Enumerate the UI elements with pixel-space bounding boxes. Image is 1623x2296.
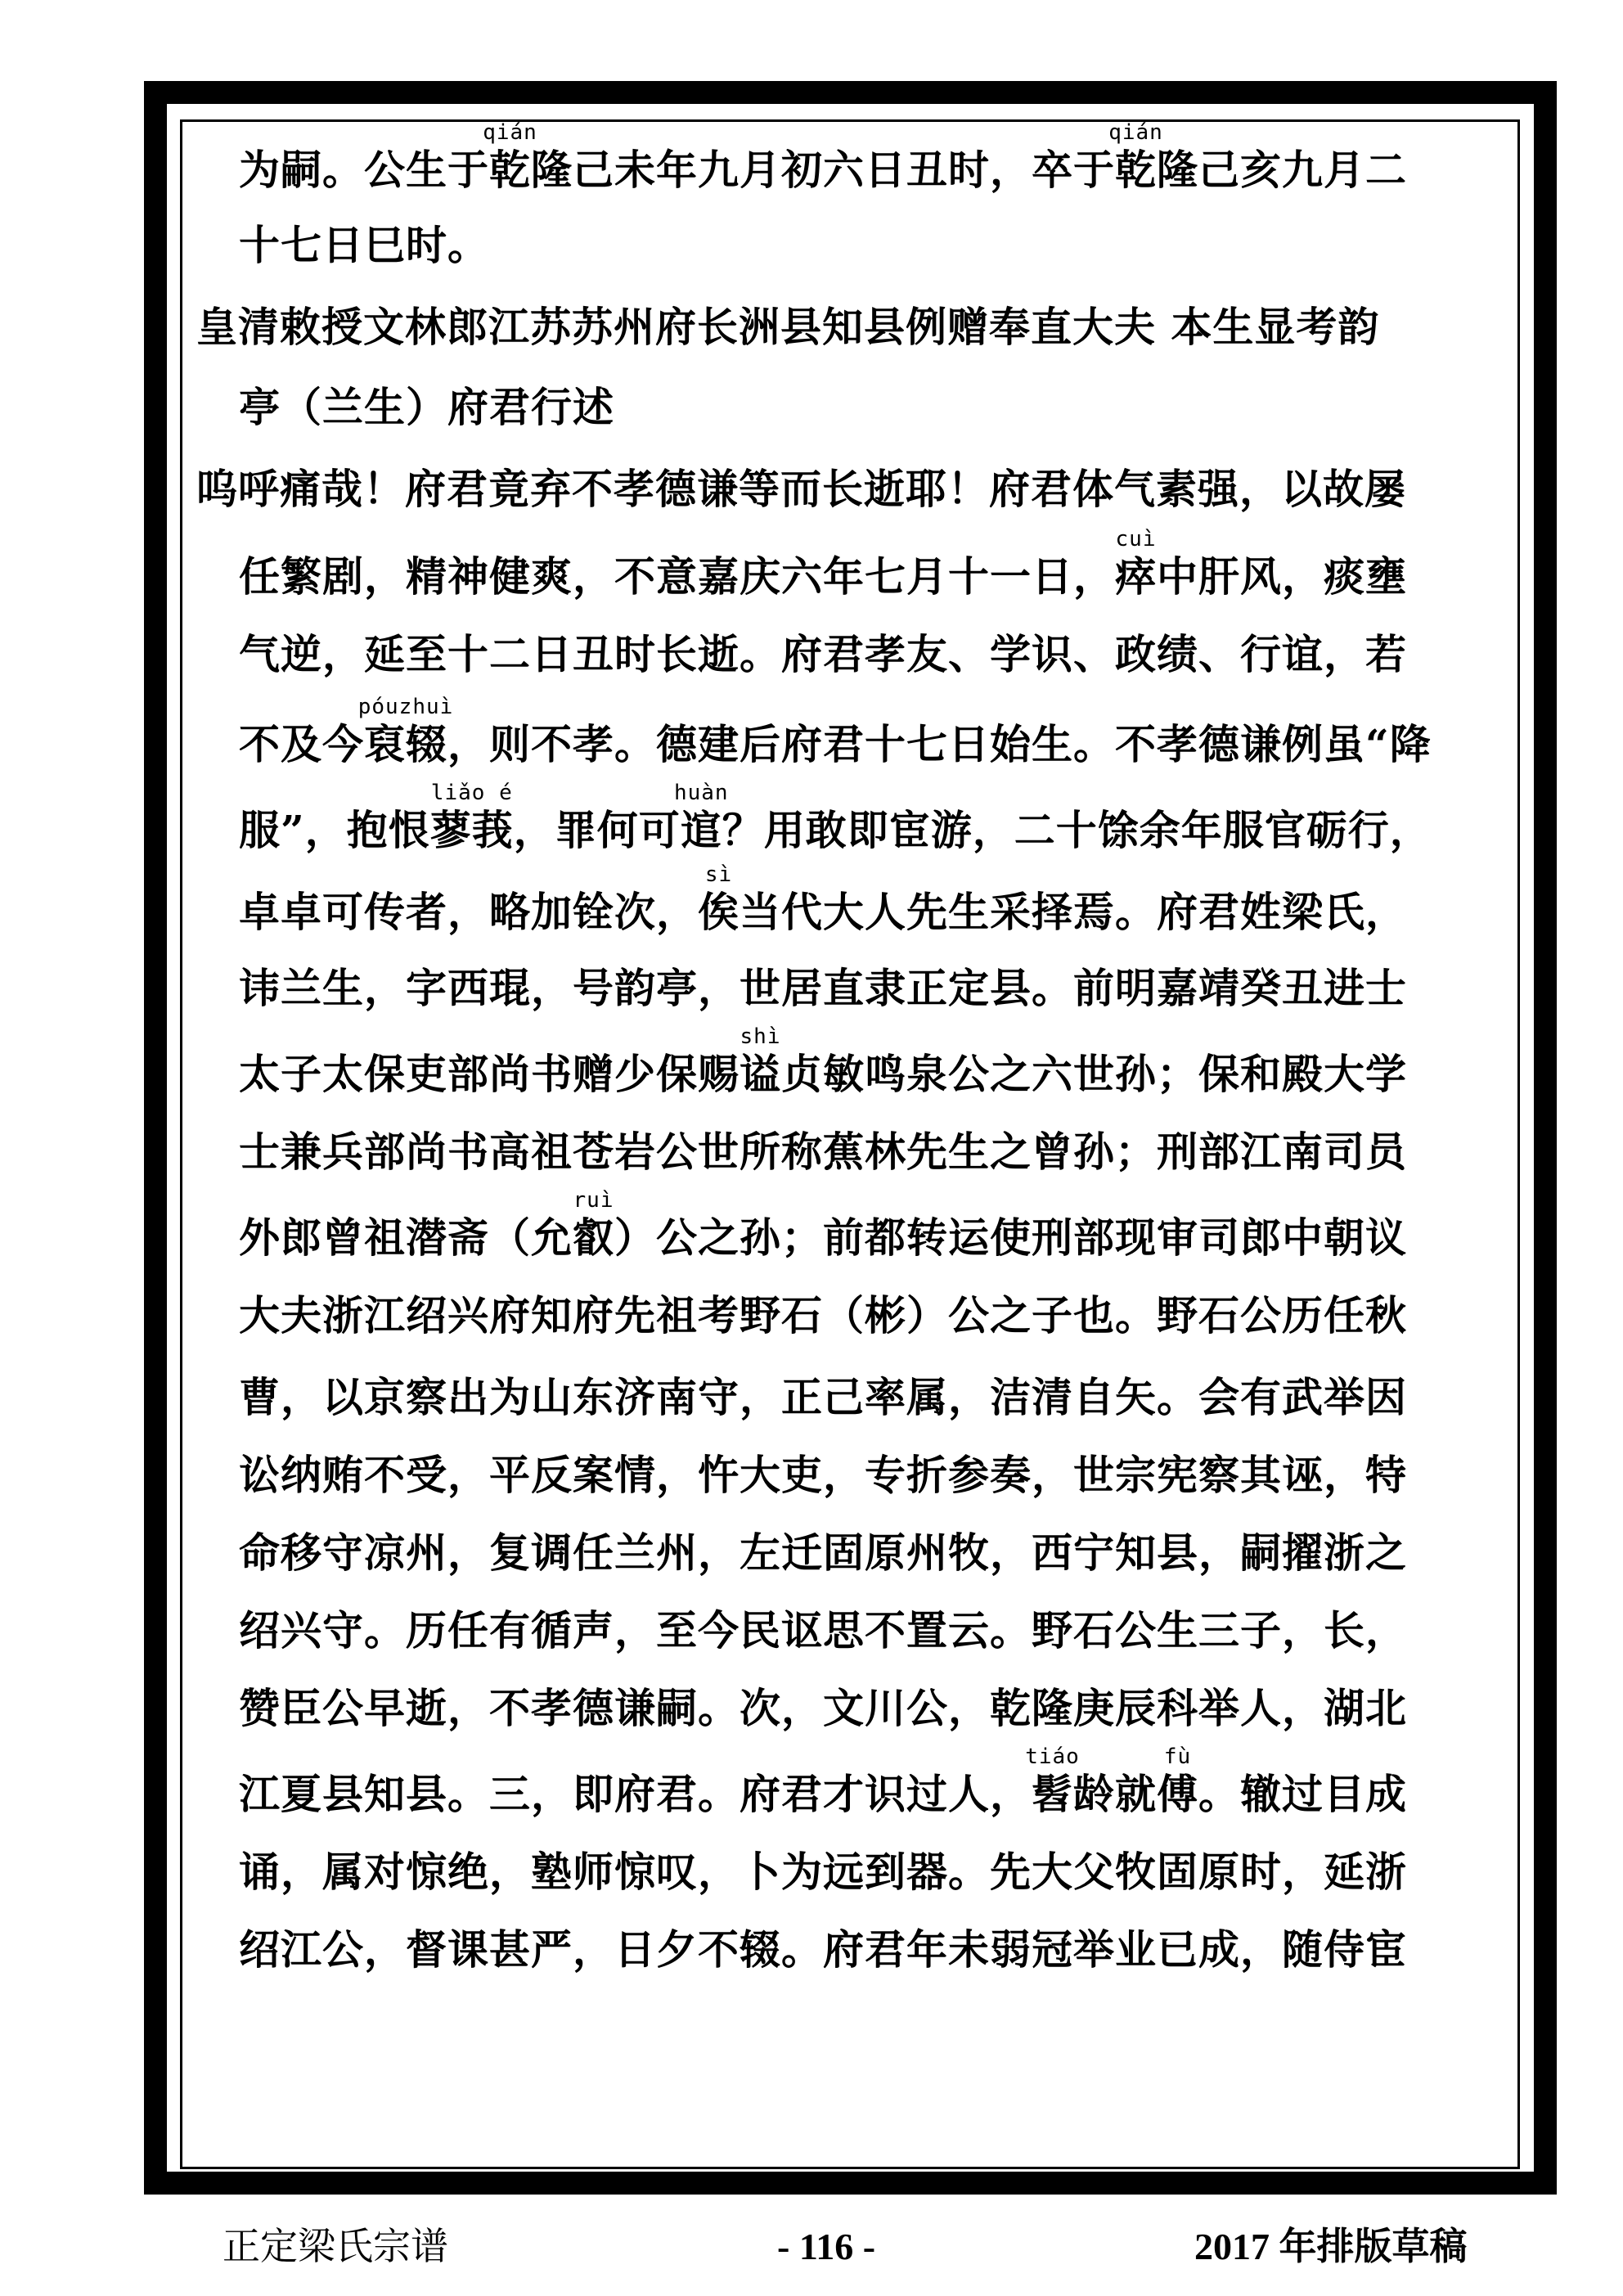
annotated-character [429, 781, 514, 855]
text-line [239, 1745, 1407, 1819]
text-segment: 。辙过目成 [1198, 1770, 1407, 1818]
text-segment: 龄就 [1073, 1770, 1157, 1818]
text-segment: 讼纳贿不受，平反案情，忤大吏，专折参奏，世宗宪察其诬，特 [239, 1451, 1407, 1499]
annotated-base-text: 蓼莪 [429, 806, 514, 854]
text-segment: 曹，以京察出为山东济南守，正己率属，洁清自矢。会有武举因 [239, 1373, 1407, 1421]
text-segment: 皇清敕授文林郎江苏苏州府长洲县知县例赠奉直大夫 本生显考韵 [196, 303, 1380, 351]
footer-draft-note: 2017 年排版草稿 [1194, 2226, 1468, 2267]
text-segment: 服”，抱恨 [239, 806, 430, 854]
text-segment: 绍江公，督课甚严，日夕不辍。府君年未弱冠举业已成，随侍宦 [239, 1925, 1407, 1974]
text-segment: ，则不孝。德建后府君十七日始生。不孝德谦例虽“降 [447, 720, 1432, 768]
text-line [239, 221, 489, 270]
text-segment: 呜呼痛哉！府君竟弃不孝德谦等而长逝耶！府君体气素强，以故屡 [196, 465, 1406, 513]
text-line [239, 120, 1407, 195]
footer-page-number: - 116 - [777, 2226, 876, 2267]
annotated-character [1157, 1745, 1198, 1819]
annotated-base-text: 傅 [1157, 1770, 1198, 1818]
pinyin-annotation: huàn [673, 781, 729, 805]
text-line [239, 1128, 1407, 1177]
annotated-base-text: 乾 [489, 146, 531, 194]
annotated-character [1108, 120, 1163, 195]
annotated-character [1115, 527, 1157, 601]
pinyin-annotation: cuì [1115, 527, 1157, 551]
text-line [239, 1451, 1407, 1500]
annotated-base-text: 乾 [1115, 146, 1157, 194]
text-segment: 命移守凉州，复调任兰州，左迁固原州牧，西宁知县，嗣擢浙之 [239, 1528, 1407, 1577]
annotated-base-text: 髫 [1032, 1770, 1073, 1818]
pinyin-annotation: qián [1108, 120, 1163, 145]
pinyin-annotation: sì [704, 862, 733, 887]
text-line [239, 1024, 1407, 1099]
text-segment: 太子太保吏部尚书赠少保赐 [239, 1050, 740, 1098]
text-line [196, 303, 1379, 352]
annotated-base-text: 谥 [740, 1050, 781, 1098]
annotated-base-text: 裒辍 [364, 720, 447, 768]
pinyin-annotation: tiáo [1025, 1745, 1080, 1769]
annotated-character [740, 1024, 781, 1099]
text-segment: 十七日巳时。 [239, 221, 489, 269]
text-line [239, 1528, 1407, 1578]
text-segment: 卓卓可传者，略加铨次， [239, 888, 698, 936]
annotated-character [1025, 1745, 1080, 1819]
text-line [239, 1373, 1407, 1422]
annotated-character [673, 781, 729, 855]
text-segment: ？用敢即宦游，二十馀余年服官砺行， [722, 806, 1432, 854]
text-segment: 气逆，延至十二日丑时长逝。府君孝友、学识、政绩、行谊，若 [239, 630, 1407, 678]
text-segment: 中肝风，痰壅 [1157, 552, 1407, 601]
text-line [239, 964, 1407, 1013]
text-segment: 赞臣公早逝，不孝德谦嗣。次，文川公，乾隆庚辰科举人，湖北 [239, 1684, 1407, 1732]
text-segment: 士兼兵部尚书高祖苍岩公世所称蕉林先生之曾孙；刑部江南司员 [239, 1128, 1407, 1176]
text-segment: 亭（兰生）府君行述 [239, 383, 614, 431]
annotated-character [573, 1188, 614, 1263]
annotated-base-text: 俟 [698, 888, 740, 936]
text-line [239, 1606, 1407, 1655]
text-segment: 诵，属对惊绝，塾师惊叹，卜为远到器。先大父牧固原时，延浙 [239, 1848, 1407, 1896]
text-segment: 大夫浙江绍兴府知府先祖考野石（彬）公之子也。野石公历任秋 [239, 1291, 1407, 1339]
text-line [239, 1848, 1407, 1897]
annotated-base-text: 瘁 [1115, 552, 1157, 601]
annotated-character [483, 120, 537, 195]
text-segment: 为嗣。公生于 [239, 146, 489, 194]
text-segment: ，罪何可 [513, 806, 681, 854]
pinyin-annotation: shì [740, 1024, 781, 1049]
text-segment: 隆己未年九月初六日丑时，卒于 [531, 146, 1115, 194]
annotated-base-text: 逭 [680, 806, 722, 854]
annotated-character [357, 695, 454, 769]
text-line [239, 527, 1407, 601]
text-line [239, 781, 1432, 855]
text-line [196, 465, 1406, 514]
pinyin-annotation: liǎo é [430, 781, 513, 805]
text-segment: 外郎曾祖潜斋（允 [239, 1213, 573, 1262]
text-line [239, 630, 1407, 679]
pinyin-annotation: fù [1163, 1745, 1192, 1769]
text-segment: 不及今 [239, 720, 364, 768]
pinyin-annotation: ruì [573, 1188, 614, 1213]
footer-book-title: 正定梁氏宗谱 [223, 2226, 448, 2267]
annotated-base-text: 叡 [573, 1213, 614, 1262]
text-line [239, 1188, 1407, 1263]
text-segment: 贞敏鸣泉公之六世孙；保和殿大学 [781, 1050, 1407, 1098]
text-segment: ）公之孙；前都转运使刑部现审司郎中朝议 [614, 1213, 1407, 1262]
pinyin-annotation: qián [483, 120, 537, 145]
text-segment: 绍兴守。历任有循声，至今民讴思不置云。野石公生三子，长， [239, 1606, 1407, 1654]
text-line [239, 1684, 1407, 1733]
text-segment: 任繁剧，精神健爽，不意嘉庆六年七月十一日， [239, 552, 1115, 601]
text-segment: 隆己亥九月二 [1157, 146, 1407, 194]
text-segment: 当代大人先生采择焉。府君姓梁氏， [740, 888, 1407, 936]
text-line [239, 1925, 1407, 1974]
text-line [239, 1291, 1407, 1340]
text-segment: 江夏县知县。三，即府君。府君才识过人， [239, 1770, 1032, 1818]
text-segment: 讳兰生，字西琨，号韵亭，世居直隶正定县。前明嘉靖癸丑进士 [239, 964, 1407, 1012]
pinyin-annotation: póuzhuì [357, 695, 454, 719]
text-line [239, 695, 1432, 769]
annotated-character [698, 862, 740, 937]
text-line [239, 383, 614, 432]
text-line [239, 862, 1407, 937]
